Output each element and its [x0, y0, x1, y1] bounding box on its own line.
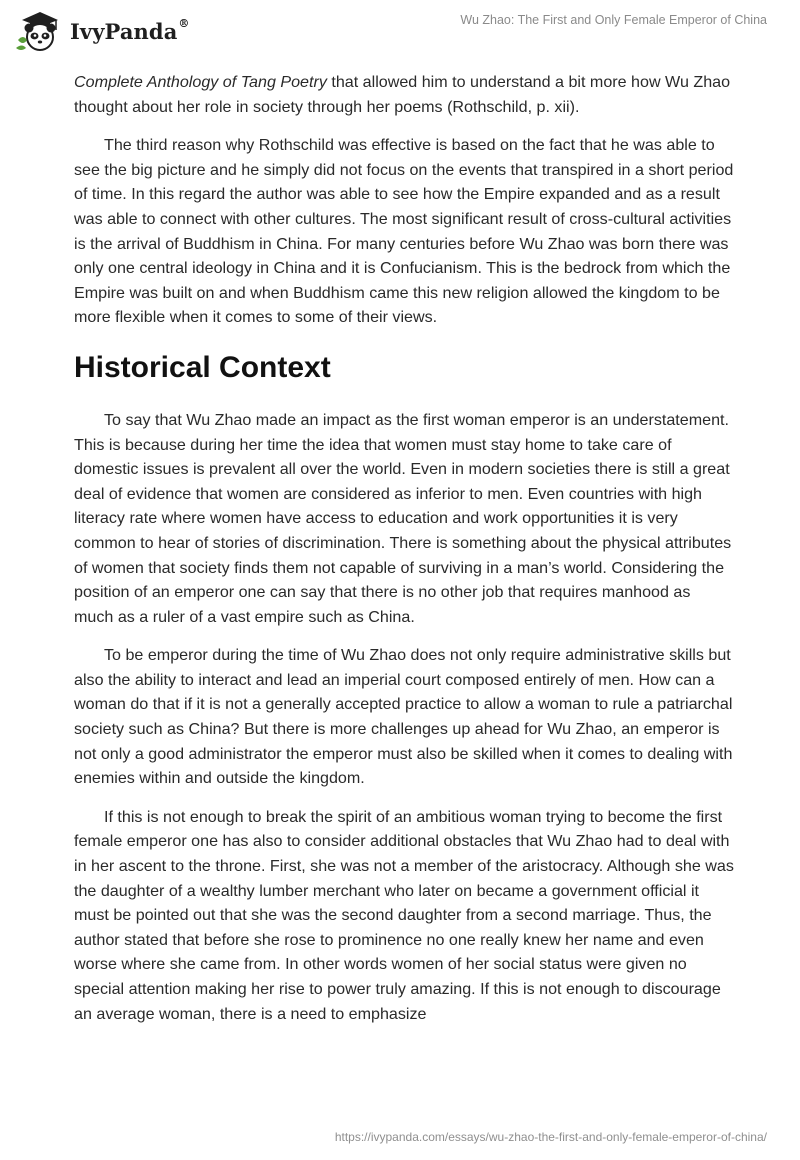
essay-body	[74, 70, 734, 1040]
brand-name: IvyPanda®	[70, 16, 190, 44]
book-title: Complete Anthology of Tang Poetry	[74, 73, 327, 91]
paragraph: If this is not enough to break the spirit of an ambitious woman trying to become the first female emperor one has also to consider additional obstacles that Wu Zhao had to deal with in her ascent to the throne. First, she was not a member of the aristocracy. Although she was the daughter of a wealthy lumber merchant who later on became a government official it must be pointed out that she was the second daughter from a second marriage. Thus, the author stated that before she rose to prominence no one really knew her name and even worse where she came from. In other words women of her social status were given no special attention making her rise to power truly amazing. If this is not enough to discourage an average woman, there is a need to emphasize	[74, 807, 734, 1023]
source-url[interactable]: https://ivypanda.com/essays/wu-zhao-the-first-and-only-female-emperor-of-china/	[334, 1130, 767, 1144]
running-title: Wu Zhao: The First and Only Female Emperor of China	[460, 13, 767, 27]
paragraph: To be emperor during the time of Wu Zhao does not only require administrative skills but also the ability to interact and lead an imperial court composed entirely of men. How can a woman do that if it is not a generally accepted practice to allow a woman to rule a patriarchal society such as China? But there is more challenges up ahead for Wu Zhao, an emperor is not only a good administrator the emperor must also be skilled when it comes to dealing with enemies within and outside the kingdom.	[74, 646, 733, 788]
paragraph: The third reason why Rothschild was effective is based on the fact that he was able to see the big picture and he simply did not focus on the events that transpired in a short period of time. In this regard the author was able to see how the Empire expanded and as a result was able to connect with other cultures. The most significant result of cross-cultural activities is the arrival of Buddhism in China. For many centuries before Wu Zhao was born there was only one central ideology in China and it is Confucianism. This is the bedrock from which the Empire was built on and when Buddhism came this new religion allowed the kingdom to be more flexible when it comes to some of their views.	[74, 136, 734, 327]
panda-graduate-icon	[14, 10, 64, 52]
page-header	[0, 0, 800, 60]
section-heading: Historical Context	[74, 350, 331, 384]
paragraph: To say that Wu Zhao made an impact as the first woman emperor is an understatement. This is because during her time the idea that women must stay home to take care of domestic issues is prevalent all over the world. Even in modern societies there is still a great deal of evidence that women are considered as inferior to men. Even countries with high literacy rate where women have access to education and work opportunities it is very common to hear of stories of discrimination. There is something about the physical attributes of women that society finds them not capable of surviving in a man’s world. Considering the position of an emperor one can say that there is no other job that requires manhood as much as a ruler of a vast empire such as China.	[74, 410, 732, 626]
brand-logo[interactable]	[14, 10, 190, 52]
paragraph-continued: Complete Anthology of Tang Poetry that allowed him to understand a bit more how Wu Zhao thought about her role in society through her poems (Rothschild, p. xii).	[74, 73, 731, 116]
